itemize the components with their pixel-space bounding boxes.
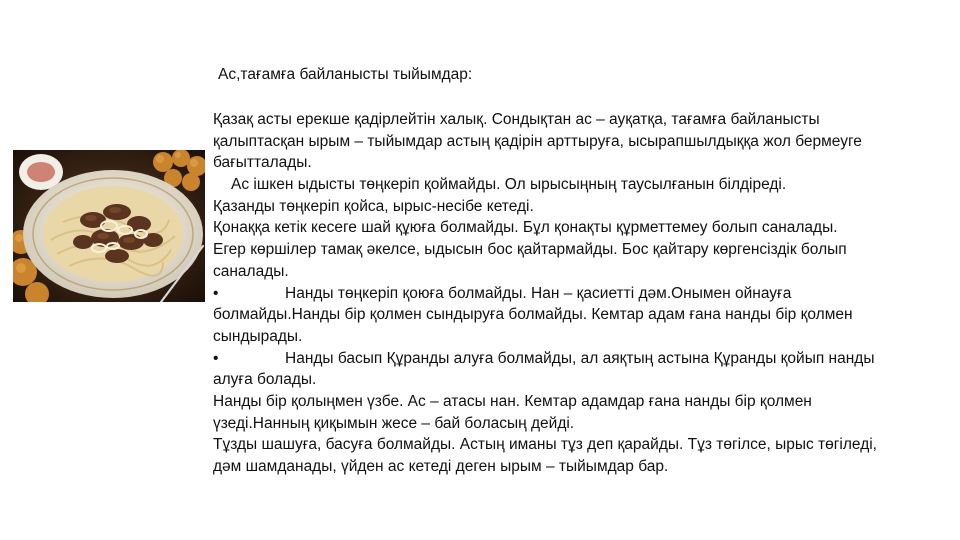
- bullet-text: Нанды басып Құранды алуға болмайды, ал аяқтың астына Құранды қойып нанды: [285, 349, 875, 367]
- bullet-mark: •: [213, 349, 219, 367]
- beshbarmak-dish-photo: [13, 150, 205, 302]
- body-line: Қазақ асты ерекше қадірлейтін халық. Сондықтан ас – ауқатқа, тағамға байланысты: [213, 111, 820, 128]
- slide-title: Ас,тағамға байланысты тыйымдар:: [218, 66, 473, 83]
- bullet-text: Нанды төңкеріп қоюға болмайды. Нан – қасиетті дәм.Онымен ойнауға: [285, 284, 792, 302]
- body-line: Қазанды төңкеріп қойса, ырыс-несібе кетеді.: [213, 197, 534, 215]
- body-line: үзеді.Нанның қиқымын жесе – бай боласың дейді.: [213, 414, 575, 432]
- slide-body: [213, 109, 943, 478]
- body-line: Тұзды шашуға, басуға болмайды. Астың иманы тұз деп қарайды. Тұз төгілсе, ырыс төгіледі,: [213, 436, 877, 454]
- body-line: дәм шамданады, үйден ас кетеді деген ырым – тыйымдар бар.: [213, 458, 669, 475]
- bullet-line: [213, 283, 943, 305]
- body-line: алуға болады.: [213, 371, 317, 389]
- body-line: Егер көршілер тамақ әкелсе, ыдысын бос қайтармайды. Бос қайтару көргенсіздік болып: [213, 241, 847, 259]
- body-line: саналады.: [213, 262, 289, 280]
- body-line: болмайды.Нанды бір қолмен сындыруға болмайды. Кемтар адам ғана нанды бір қолмен: [213, 306, 853, 324]
- body-line: сындырады.: [213, 327, 303, 345]
- body-line: Нанды бір қолыңмен үзбе. Ас – атасы нан. Кемтар адамдар ғана нанды бір қолмен: [213, 392, 812, 410]
- body-line: Қонаққа кетік кесеге шай құюға болмайды. Бұл қонақты құрметтемеу болып саналады.: [213, 219, 838, 237]
- bullet-mark: •: [213, 284, 219, 302]
- bullet-line: [213, 348, 943, 370]
- body-line: бағытталады.: [213, 154, 312, 172]
- body-line: қалыптасқан ырым – тыйымдар астың қадірін арттыруға, ысырапшылдыққа жол бермеуге: [213, 132, 862, 150]
- dish-illustration: [13, 150, 205, 302]
- body-line: Ас ішкен ыдысты төңкеріп қоймайды. Ол ырысыңның таусылғанын білдіреді.: [231, 176, 787, 194]
